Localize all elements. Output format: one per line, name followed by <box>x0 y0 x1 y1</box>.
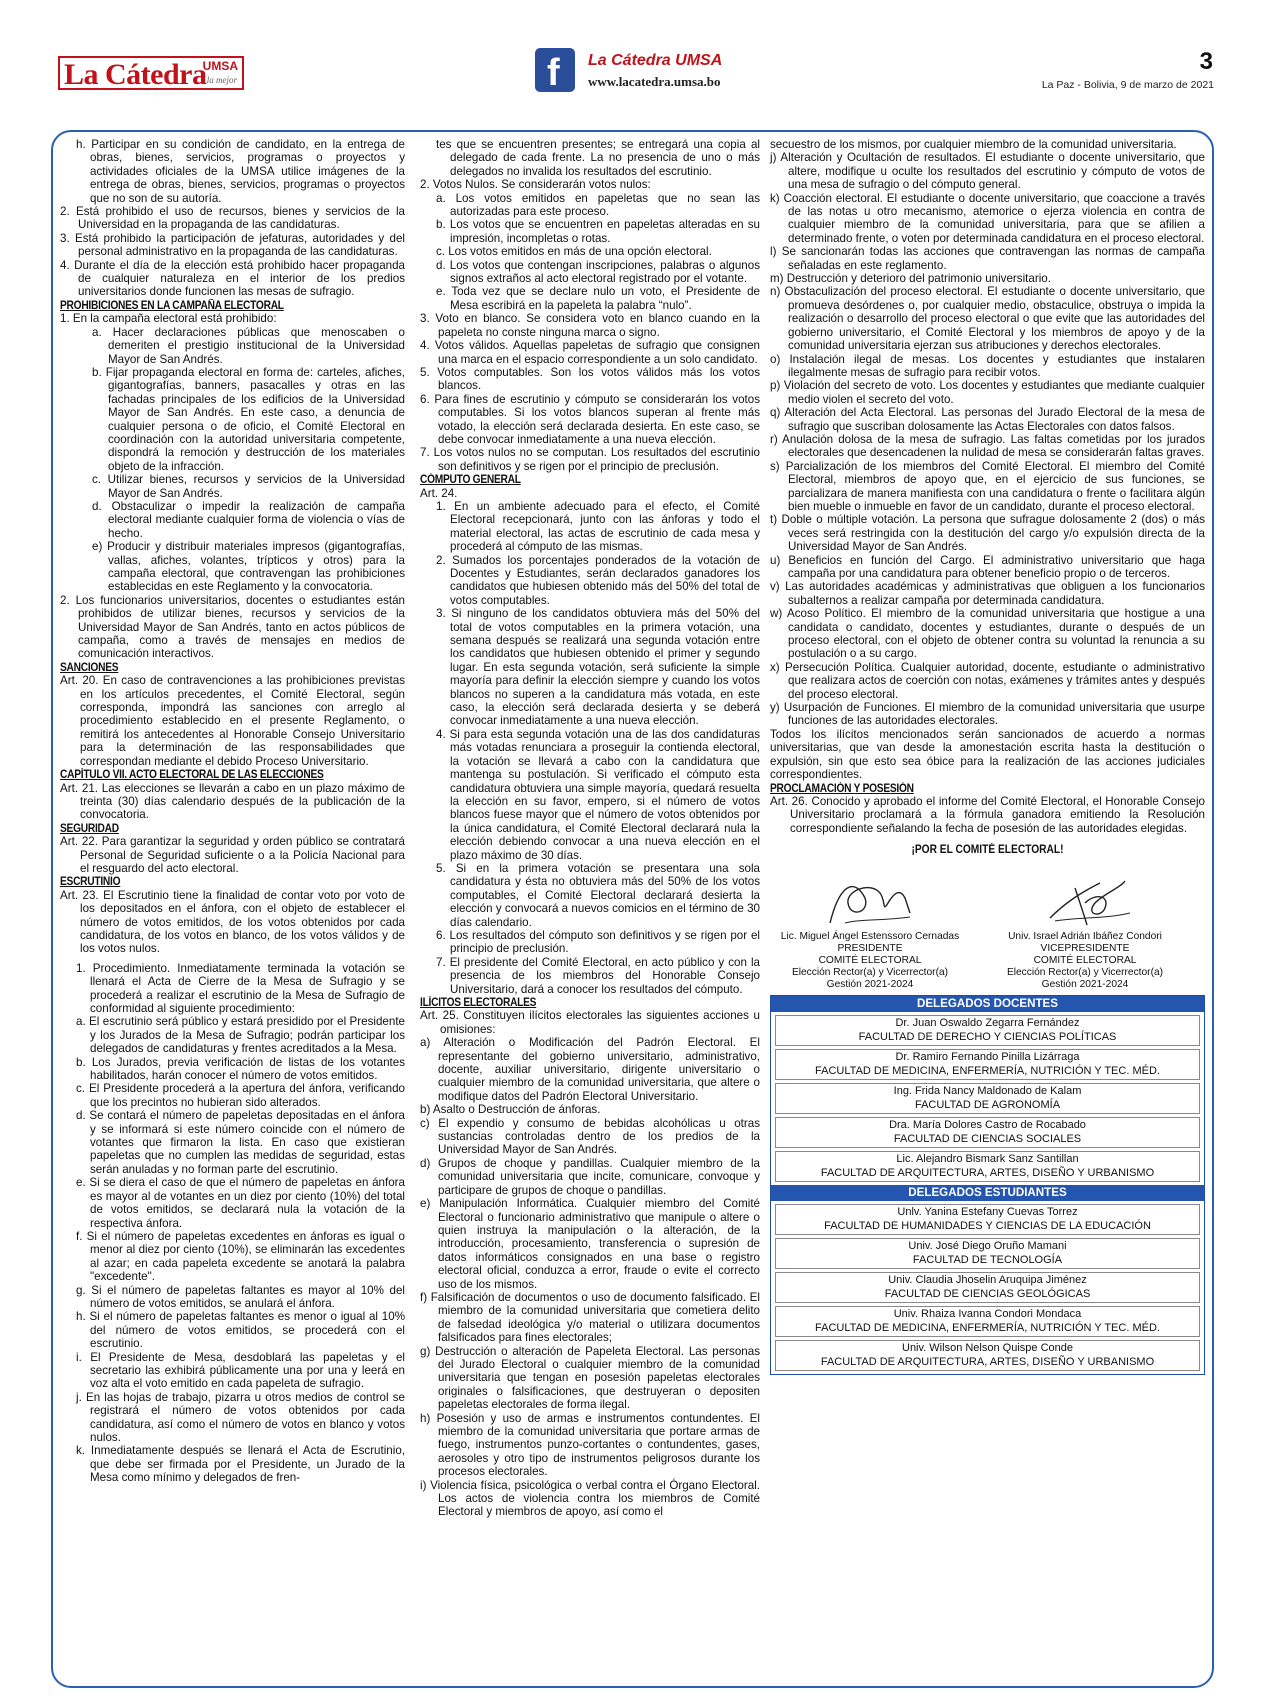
paragraph: a. El escrutinio será público y estará presidido por el Presidente y los Jurados de la Mesa de Sufragio; podrán participar los delegados de candidaturas y frentes acreditados a la Mesa. <box>76 1015 405 1056</box>
paragraph: 3. Voto en blanco. Se considera voto en blanco cuando en la papeleta no conste ninguna marca o signo. <box>420 312 760 339</box>
facebook-page-name: La Cátedra UMSA <box>588 52 723 69</box>
delegate-entry <box>775 1272 1200 1303</box>
delegados-docentes-heading: DELEGADOS DOCENTES <box>771 996 1204 1012</box>
delegate-faculty: FACULTAD DE CIENCIAS SOCIALES <box>893 1132 1082 1145</box>
newspaper-logo[interactable] <box>58 56 244 90</box>
paragraph: c) El expendio y consumo de bebidas alcohólicas u otras sustancias controladas dentro de los predios de la Universidad Mayor de San Andrés. <box>420 1116 760 1157</box>
delegate-faculty: FACULTAD DE ARQUITECTURA, ARTES, DISEÑO Y URBANISMO <box>820 1166 1155 1179</box>
section-heading: ILÍCITOS ELECTORALES <box>420 996 537 1009</box>
signature-vicepresident <box>985 873 1185 991</box>
delegate-faculty: FACULTAD DE CIENCIAS GEOLÓGICAS <box>884 1287 1091 1300</box>
paragraph: 3. Si ninguno de los candidatos obtuviera más del 50% del total de votos computables en la primera votación, una semana después se realizará una segunda votación entre los candidatos que hubiesen obtenido el primer y segundo lugar. En esta segunda votación, será suficiente la simple mayoría para definir la elección siempre y cuando los votos blancos no superen a la candidatura más votada, en este caso, la elección será declarada desierta y se deberá convocar inmediatamente a una nueva elección. <box>436 607 760 728</box>
delegate-entry <box>775 1204 1200 1235</box>
delegate-name: Univ. Claudia Jhoselin Aruquipa Jiménez <box>888 1274 1087 1287</box>
paragraph: h. Participar en su condición de candidato, en la entrega de obras, bienes, servicios, programas o proyectos y actividades oficiales de la UMSA utilice imágenes de la entrega de obras, bienes, servicios, programas o proyectos que no son de su autoría. <box>76 138 405 205</box>
delegate-entry <box>775 1306 1200 1337</box>
paragraph: l) Se sancionarán todas las acciones que contravengan las normas de campaña señaladas en este reglamento. <box>770 245 1205 272</box>
paragraph: 2. Sumados los porcentajes ponderados de la votación de Docentes y Estudiantes, serán declarados ganadores los candidatos que hubiesen obtenido más del 50% del total de votos computables. <box>436 553 760 607</box>
column-1 <box>60 138 405 1485</box>
paragraph: k) Coacción electoral. El estudiante o docente universitario, que coaccione a través de las notas u otro mecanismo, atemorice o ejerza violencia en contra de cualquier miembro de la comunidad universitaria, para que se afilien a determinado frente, o voten por determinada candidatura en el proceso electoral. <box>770 191 1205 245</box>
delegate-entry <box>775 1015 1200 1046</box>
delegate-name: Dr. Juan Oswaldo Zegarra Fernández <box>895 1017 1080 1030</box>
sig1-org: COMITÉ ELECTORAL <box>818 955 922 967</box>
paragraph: e. Si se diera el caso de que el número de papeletas en ánfora es mayor al de votantes en un diez por ciento (10%) del total de votos emitidos, se declarará nula la votación de la respectiva ánfora. <box>76 1176 405 1230</box>
delegate-name: Univ. Wilson Nelson Quispe Conde <box>902 1342 1073 1355</box>
paragraph: n) Obstaculización del proceso electoral. El estudiante o docente universitario, que promueva desórdenes o, por cualquier medio, obstaculice, obstruya o impida la realización o desarrollo del proceso electoral o que evite que las autoridades del gobierno universitario, el Comité Electoral y los miembros de apoyo y de la comunidad universitaria ejerzan sus atribuciones y derechos electorales. <box>770 285 1205 353</box>
delegados-estudiantes-heading: DELEGADOS ESTUDIANTES <box>771 1185 1204 1201</box>
delegate-entry <box>775 1117 1200 1148</box>
delegate-faculty: FACULTAD DE TECNOLOGÍA <box>912 1253 1063 1266</box>
signature-title: ¡POR EL COMITÉ ELECTORAL! <box>911 843 1064 857</box>
paragraph: e) Producir y distribuir materiales impresos (gigantografías, vallas, afiches, volantes, trípticos y otros) para la campaña electoral, que contravengan las prohibiciones establecidas en este Reglamento y la convocatoria. <box>92 540 405 594</box>
paragraph: Art. 24. <box>420 486 458 500</box>
paragraph: i) Violencia física, psicológica o verbal contra el Órgano Electoral. Los actos de violencia contra los miembros de Comité Electoral y miembros de apoyo, así como el <box>420 1478 760 1519</box>
paragraph: d. Obstaculizar o impedir la realización de campaña electoral mediante cualquier forma de violencia o vías de hecho. <box>92 499 405 540</box>
delegate-faculty: FACULTAD DE MEDICINA, ENFERMERÍA, NUTRICIÓN Y TEC. MÉD. <box>815 1064 1160 1077</box>
section-heading: CAPÍTULO VII. ACTO ELECTORAL DE LAS ELECCIONES <box>60 768 324 782</box>
delegate-entry <box>775 1049 1200 1080</box>
section-heading: PROHIBICIONES EN LA CAMPAÑA ELECTORAL <box>60 298 284 312</box>
logo-tagline: la mejor <box>206 75 237 85</box>
paragraph: 7. El presidente del Comité Electoral, en acto público y con la presencia de los miembros del Honorable Consejo Universitario, dará a conocer los resultados del cómputo. <box>436 955 760 996</box>
paragraph: 3. Está prohibido la participación de jefaturas, autoridades y del personal administrativo en la propaganda de las candidaturas. <box>60 231 405 259</box>
sig2-org: COMITÉ ELECTORAL <box>1033 955 1137 967</box>
facebook-icon[interactable]: f <box>535 48 575 92</box>
paragraph: g. Si el número de papeletas faltantes es mayor al 10% del número de votos emitidos, se anulará el ánfora. <box>76 1283 405 1310</box>
delegate-faculty: FACULTAD DE DERECHO Y CIENCIAS POLÍTICAS <box>858 1030 1117 1043</box>
paragraph: m) Destrucción y deterioro del patrimonio universitario. <box>770 272 1051 286</box>
paragraph: b. Fijar propaganda electoral en forma de: carteles, afiches, gigantografías, banners, pasacalles y otras en las fachadas principales de los edificios de la Universidad Mayor de San Andrés. En este caso, a denuncia de cualquier persona o de oficio, el Comité Electoral en coordinación con la autoridad universitaria competente, dispondrá la remoción y destrucción de los materiales objeto de la infracción. <box>92 365 405 473</box>
delegate-entry <box>775 1151 1200 1182</box>
paragraph: Art. 22. Para garantizar la seguridad y orden público se contratará Personal de Seguridad suficiente o a la Policía Nacional para el resguardo del acto electoral. <box>60 835 405 875</box>
paragraph: 4. Durante el día de la elección está prohibido hacer propaganda de cualquier naturaleza en el interior de los predios universitarios donde funcionen las mesas de sufragio. <box>60 258 405 299</box>
paragraph: t) Doble o múltiple votación. La persona que sufrague dolosamente 2 (dos) o más veces será restringida con la destitución del cargo y/o expulsión directa de la Universidad Mayor de San Andrés. <box>770 513 1205 554</box>
paragraph: j) Alteración y Ocultación de resultados. El estudiante o docente universitario, que altere, modifique u oculte los resultados del escrutinio y cómputo de votos de una mesa de sufragio o del cómputo general. <box>770 151 1205 192</box>
delegate-faculty: FACULTAD DE AGRONOMÍA <box>914 1098 1061 1111</box>
delegate-entry <box>775 1083 1200 1114</box>
signature-president <box>770 873 970 991</box>
paragraph: 5. Votos computables. Son los votos válidos más los votos blancos. <box>420 365 760 393</box>
paragraph: o) Instalación ilegal de mesas. Los docentes y estudiantes que instalaren ilegalmente mesas de sufragio para recibir votos. <box>770 352 1205 379</box>
delegate-name: Unlv. Yanina Estefany Cuevas Torrez <box>897 1206 1078 1219</box>
paragraph: e) Manipulación Informática. Cualquier miembro del Comité Electoral o funcionario administrativo que manipule o altere o quien instruya la manipulación o la alteración, de la introducción, procesamiento, transferencia o supresión de datos informáticos consignados en una base o registro electoral oficial, conduzca a error, fraude o evite el correcto uso de los mismos. <box>420 1197 760 1291</box>
paragraph: x) Persecución Política. Cualquier autoridad, docente, estudiante o administrativo que realizara actos de coerción con notas, exámenes y trámites antes y después del proceso electoral. <box>770 660 1205 701</box>
paragraph: b. Los Jurados, previa verificación de listas de los votantes habilitados, harán conocer el número de votos emitidos. <box>76 1055 405 1083</box>
paragraph: g) Destrucción o alteración de Papeleta Electoral. Las personas del Jurado Electoral o cualquier miembro de la comunidad universitaria que tengan en posesión papeletas electorales originales o falsificaciones, que destruyeran o depositen papeletas electorales de forma ilegal. <box>420 1344 760 1412</box>
section-heading: CÓMPUTO GENERAL <box>420 473 521 487</box>
section-heading: SANCIONES <box>60 660 119 674</box>
paragraph: d. Los votos que contengan inscripciones, palabras o algunos signos extraños al acto electoral registrado por el votante. <box>436 258 760 286</box>
paragraph: p) Violación del secreto de voto. Los docentes y estudiantes que mediante cualquier medio violen el secreto del voto. <box>770 379 1205 406</box>
delegate-name: Dr. Ramiro Fernando Pinilla Lizárraga <box>895 1051 1080 1064</box>
page-header <box>0 0 1263 118</box>
paragraph: c. Utilizar bienes, recursos y servicios de la Universidad Mayor de San Andrés. <box>92 473 405 500</box>
paragraph: s) Parcialización de los miembros del Comité Electoral. El miembro del Comité Electoral, miembros de apoyo que, en el ejercicio de sus funciones, se parcializara de manera manifiesta con una candidatura o frente o facilitara algún bien mueble o inmueble en favor de un candidato, durante el proceso electoral. <box>770 459 1205 513</box>
logo-umsa: UMSA <box>202 59 238 73</box>
paragraph: r) Anulación dolosa de la mesa de sufragio. Las faltas cometidas por los jurados electorales que desencadenen la nulidad de mesa se considerarán faltas graves. <box>770 432 1205 460</box>
paragraph: f) Falsificación de documentos o uso de documento falsificado. El miembro de la comunidad universitaria que cometiera delito de falsedad ideológica y/o material o utilizara documentos falsificados para fines electorales; <box>420 1290 760 1345</box>
paragraph: d. Se contará el número de papeletas depositadas en el ánfora y se informará si este número coincide con el número de votantes que firmaron la lista. En caso que existieran papeletas que no cumplen las medidas de seguridad, estas serán anuladas y no forman parte del escrutinio. <box>76 1109 405 1176</box>
delegados-estudiantes-list <box>771 1204 1204 1371</box>
paragraph: Todos los ilícitos mencionados serán sancionados de acuerdo a normas universitarias, que van desde la amonestación escrita hasta la destitución o expulsión, sin que esto sea óbice para la realización de las acciones judiciales correspondientes. <box>770 727 1205 782</box>
signature-scribble-2 <box>1025 873 1145 931</box>
website-link[interactable]: www.lacatedra.umsa.bo <box>588 74 721 89</box>
paragraph: q) Alteración del Acta Electoral. Las personas del Jurado Electoral de la mesa de sufragio que suscriban dolosamente las Actas Electorales con datos falsos. <box>770 406 1205 433</box>
paragraph: u) Beneficios en función del Cargo. El administrativo universitario que haga campaña por una candidatura para obtener beneficio propio o de terceros. <box>770 553 1205 580</box>
paragraph: j. En las hojas de trabajo, pizarra u otros medios de control se registrará el número de votos obtenidos por cada candidatura, así como el número de votos en blanco y votos nulos. <box>76 1390 405 1444</box>
paragraph: h) Posesión y uso de armas e instrumentos contundentes. El miembro de la comunidad universitaria que portare armas de fuego, instrumentos punzo-cortantes o contundentes, gases, aerosoles y otro tipo de instrumentos peligrosos durante los procesos electorales. <box>420 1411 760 1479</box>
paragraph: 4. Votos válidos. Aquellas papeletas de sufragio que consignen una marca en el espacio correspondiente a un solo candidato. <box>420 339 760 366</box>
delegate-entry <box>775 1340 1200 1371</box>
paragraph: b) Asalto o Destrucción de ánforas. <box>420 1103 601 1117</box>
section-heading: ESCRUTINIO <box>60 875 121 889</box>
delegate-entry <box>775 1238 1200 1269</box>
delegates-box <box>770 995 1205 1375</box>
paragraph: d) Grupos de choque y pandillas. Cualquier miembro de la comunidad universitaria que incite, comunicare, convoque y participare de grupos de choque o pandillas. <box>420 1156 760 1197</box>
sig1-election: Elección Rector(a) y Vicerrector(a) <box>791 967 949 979</box>
page-date: La Paz - Bolivia, 9 de marzo de 2021 <box>1041 79 1214 91</box>
paragraph: b. Los votos que se encuentren en papeletas alteradas en su impresión, incompletas o rotas. <box>436 218 760 245</box>
sig2-role: VICEPRESIDENTE <box>1040 943 1130 955</box>
paragraph: c. El Presidente procederá a la apertura del ánfora, verificando que los precintos no hubieran sido alterados. <box>76 1082 405 1109</box>
logo-title: La Cátedra <box>64 58 207 91</box>
paragraph: f. Si el número de papeletas excedentes en ánforas es igual o menor al diez por ciento (10%), se eliminarán las excedentes al azar; en cada papeleta excedente se anotará la palabra "excedente". <box>76 1229 405 1284</box>
paragraph: 6. Para fines de escrutinio y cómputo se considerarán los votos computables. Si los votos blancos superan al frente más votado, la elección será declarada desierta. En este caso, se debe convocar inmediatamente a una nueva elección. <box>420 392 760 446</box>
section-heading: SEGURIDAD <box>60 821 119 835</box>
paragraph: 2. Los funcionarios universitarios, docentes o estudiantes están prohibidos de utilizar bienes, recursos y servicios de la Universidad Mayor de San Andrés, tanto en actos públicos de campaña, como a través de mensajes en medios de comunicación interactivos. <box>60 593 405 661</box>
paragraph: e. Toda vez que se declare nulo un voto, el Presidente de Mesa escribirá en la papeleta la palabra “nulo”. <box>436 285 760 312</box>
signature-scribble-1 <box>810 873 930 931</box>
section-heading: PROCLAMACIÓN Y POSESIÓN <box>770 781 914 795</box>
paragraph: Art. 23. El Escrutinio tiene la finalidad de contar voto por voto de los depositados en el ánfora, con el objeto de establecer el número de votos emitidos, de los votos obtenidos por cada candidatura, de los votos en blanco, de los votos válidos y de los votos nulos. <box>60 888 405 956</box>
paragraph: c. Los votos emitidos en más de una opción electoral. <box>436 245 712 259</box>
paragraph: h. Si el número de papeletas faltantes es menor o igual al 10% del número de votos emitidos, se procederá con el escrutinio. <box>76 1310 405 1351</box>
paragraph: y) Usurpación de Funciones. El miembro de la comunidad universitaria que usurpe funciones de las autoridades electorales. <box>770 701 1205 728</box>
paragraph: w) Acoso Político. El miembro de la comunidad universitaria que hostigue a una candidata o candidato, docentes y estudiantes, durante o después de un proceso electoral, con el objeto de obtener contra su voluntad la renuncia a su postulación o a su cargo. <box>770 607 1205 661</box>
paragraph: 1. En un ambiente adecuado para el efecto, el Comité Electoral recepcionará, junto con las ánforas y todo el material electoral, las actas de escrutinio de cada mesa y procederá al cómputo de las mismas. <box>436 499 760 554</box>
sig1-name: Lic. Miguel Ángel Estenssoro Cernadas <box>780 931 960 943</box>
sig2-election: Elección Rector(a) y Vicerrector(a) <box>1006 967 1164 979</box>
delegate-name: Lic. Alejandro Bismark Sanz Santillan <box>896 1153 1079 1166</box>
page-number: 3 <box>1199 48 1213 75</box>
column-3 <box>770 138 1205 1375</box>
paragraph: a. Hacer declaraciones públicas que menoscaben o demeriten el prestigio institucional de la Universidad Mayor de San Andrés. <box>92 325 405 366</box>
delegados-docentes-list <box>771 1015 1204 1182</box>
sig2-name: Univ. Israel Adrián Ibáñez Condori <box>1008 931 1162 943</box>
sig1-period: Gestión 2021-2024 <box>826 979 914 991</box>
column-3-text <box>770 138 1205 835</box>
delegate-name: Univ. José Diego Oruño Mamani <box>908 1240 1067 1253</box>
delegate-faculty: FACULTAD DE MEDICINA, ENFERMERÍA, NUTRICIÓN Y TEC. MÉD. <box>815 1321 1160 1334</box>
paragraph: a) Alteración o Modificación del Padrón Electoral. El representante del gobierno universitario, administrativo, docente, auxiliar universitario, dirigente universitario o cualquier miembro de la comunidad universitaria, que altere o modifique datos del Padrón Electoral Universitario. <box>420 1036 760 1103</box>
paragraph: v) Las autoridades académicas y administrativas que obliguen a los funcionarios subalternos a realizar campaña por determinada candidatura. <box>770 580 1205 607</box>
paragraph: Art. 26. Conocido y aprobado el informe del Comité Electoral, el Honorable Consejo Universitario proclamará a la fórmula ganadora emitiendo la Resolución correspondiente señalando la fecha de posesión de las autoridades elegidas. <box>770 794 1205 835</box>
paragraph: tes que se encuentren presentes; se entregará una copia al delegado de cada frente. La no presencia de uno o más delegados no invalida los resultados del escrutinio. <box>436 138 760 178</box>
delegate-faculty: FACULTAD DE HUMANIDADES Y CIENCIAS DE LA EDUCACIÓN <box>824 1219 1151 1232</box>
paragraph: 5. Si en la primera votación se presentara una sola candidatura y ésta no obtuviera más del 50% de los votos computables, el Comité Electoral declarará desierta la elección y convocará a nuevos comicios en el término de 30 días calendario. <box>436 861 760 929</box>
column-2 <box>420 138 760 1519</box>
delegate-faculty: FACULTAD DE ARQUITECTURA, ARTES, DISEÑO Y URBANISMO <box>820 1355 1155 1368</box>
paragraph: 1. En la campaña electoral está prohibido: <box>60 312 277 326</box>
paragraph: 4. Si para esta segunda votación una de las dos candidaturas más votadas renunciara a proseguir la contienda electoral, la votación se llevará a cabo con la candidatura que mantenga su postulación. Si verificado el cómputo esta candidatura obtuviera una simple mayoría, quedará resuelta la elección en su favor, empero, si el número de votos blancos fuese mayor que el número de votos obtenidos por la única candidatura, el Comité Electoral declarará nula la elección debiendo convocar a una nueva elección en el plazo máximo de 30 días. <box>436 727 760 862</box>
paragraph: 2. Está prohibido el uso de recursos, bienes y servicios de la Universidad en la propaganda de las candidaturas. <box>60 205 405 232</box>
delegate-name: Univ. Rhaiza Ivanna Condori Mondaca <box>893 1308 1082 1321</box>
paragraph: k. Inmediatamente después se llenará el Acta de Escrutinio, que debe ser firmada por el Presidente, un Jurado de la Mesa como mínimo y delegados de fren- <box>76 1444 405 1485</box>
paragraph: 2. Votos Nulos. Se considerarán votos nulos: <box>420 178 651 192</box>
paragraph: secuestro de los mismos, por cualquier miembro de la comunidad universitaria. <box>770 138 1177 151</box>
sig2-period: Gestión 2021-2024 <box>1041 979 1129 991</box>
paragraph: 1. Procedimiento. Inmediatamente terminada la votación se llenará el Acta de Cierre de la Mesa de Sufragio y se procederá a realizar el escrutinio de la Mesa de Sufragio de conformidad al siguiente procedimiento: <box>76 961 405 1015</box>
paragraph: Art. 25. Constituyen ilícitos electorales las siguientes acciones u omisiones: <box>420 1009 760 1036</box>
sig1-role: PRESIDENTE <box>837 943 903 955</box>
delegate-name: Ing. Frida Nancy Maldonado de Kalam <box>893 1085 1082 1098</box>
paragraph: i. El Presidente de Mesa, desdoblará las papeletas y el secretario las exhibirá públicamente una por una y leerá en voz alta el voto emitido en cada papeleta de sufragio. <box>76 1350 405 1391</box>
paragraph: Art. 21. Las elecciones se llevarán a cabo en un plazo máximo de treinta (30) días calendario después de la publicación de la convocatoria. <box>60 781 405 822</box>
paragraph: Art. 20. En caso de contravenciones a las prohibiciones previstas en los artículos precedentes, el Comité Electoral, según corresponda, impondrá las sanciones con arreglo al procedimiento establecido en el presente Reglamento, o remitirá los antecedentes al Honorable Consejo Universitario para la determinación de las responsabilidades que correspondan mediante el debido Proceso Universitario. <box>60 674 405 768</box>
delegate-name: Dra. María Dolores Castro de Rocabado <box>889 1119 1086 1132</box>
paragraph: a. Los votos emitidos en papeletas que no sean las autorizadas para este proceso. <box>436 191 760 219</box>
paragraph: 7. Los votos nulos no se computan. Los resultados del escrutinio son definitivos y se rigen por el principio de preclusión. <box>420 446 760 473</box>
paragraph: 6. Los resultados del cómputo son definitivos y se rigen por el principio de preclusión. <box>436 928 760 956</box>
signature-block <box>770 843 1205 993</box>
